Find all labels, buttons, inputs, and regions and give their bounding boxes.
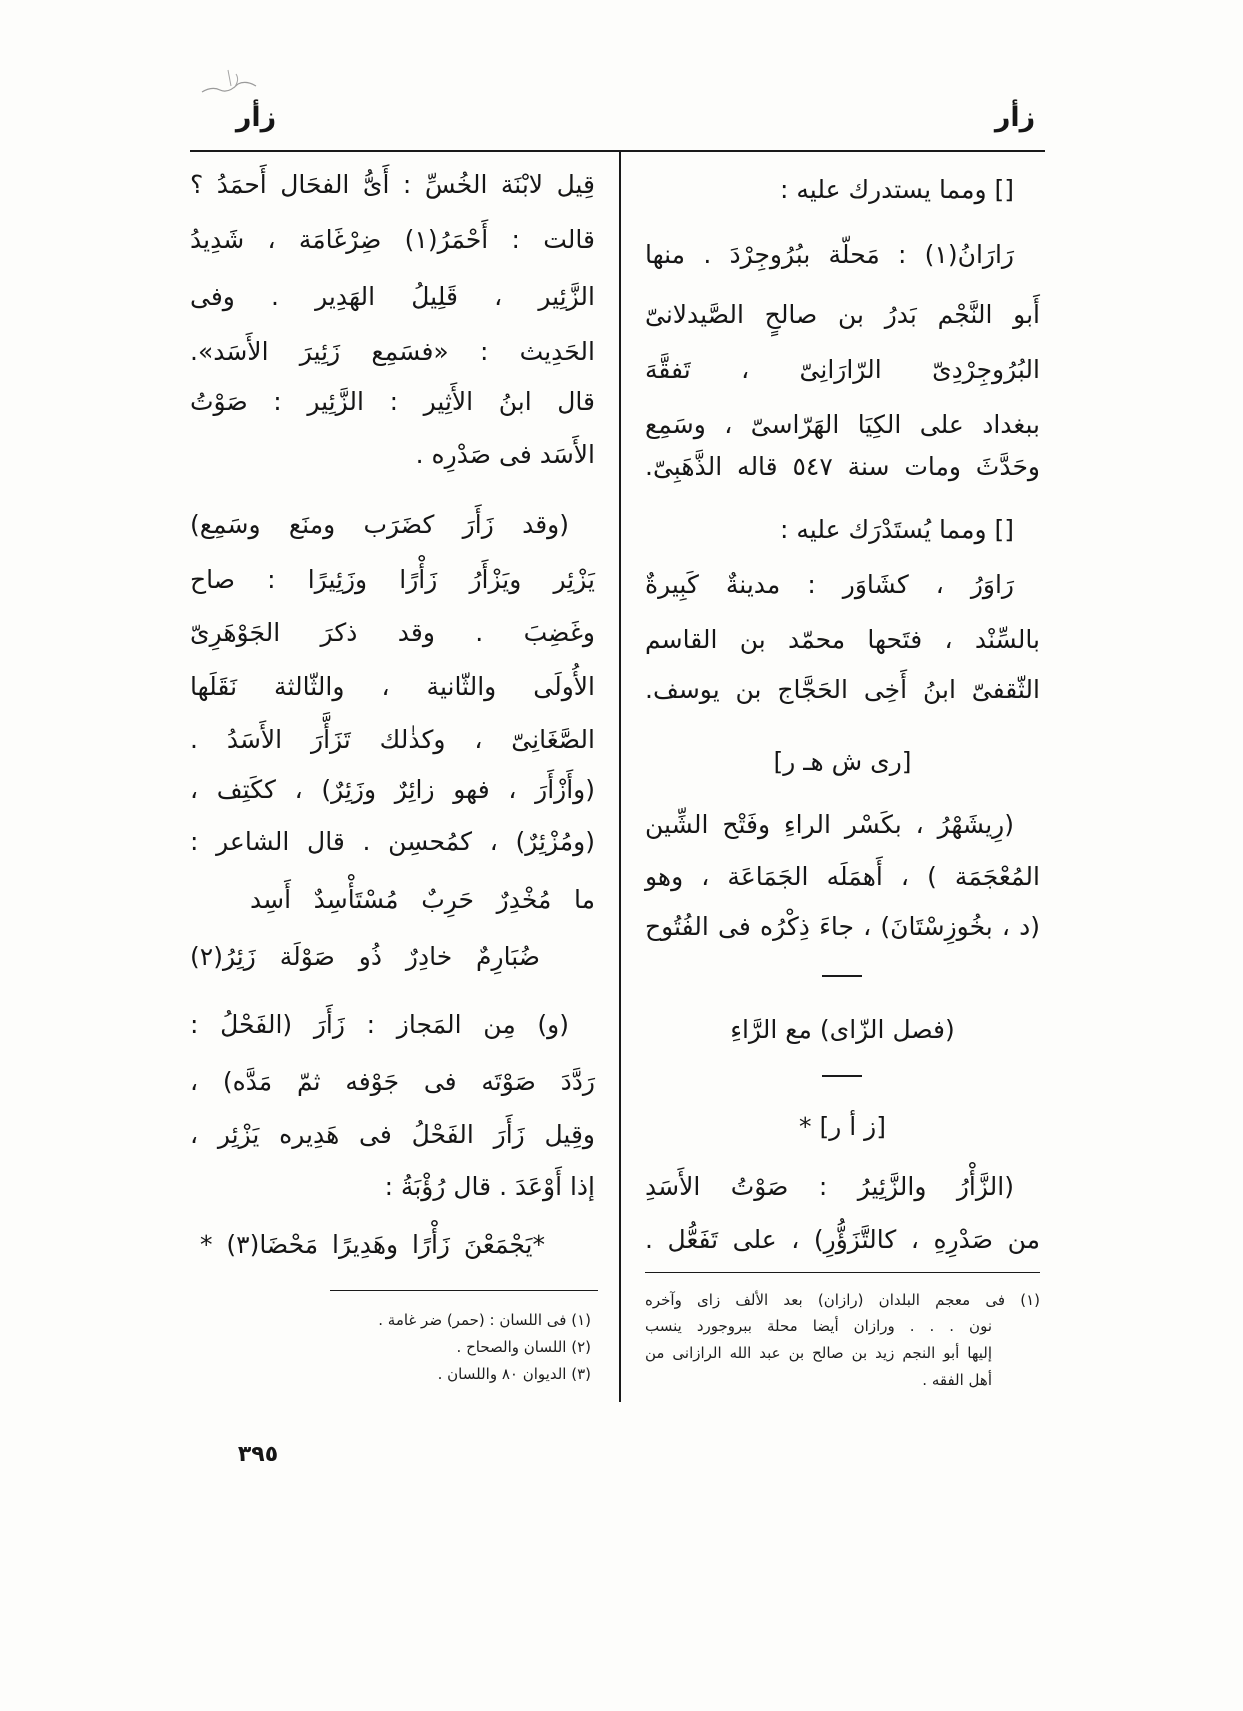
verse-line: *يَجْمَعْنَ زَأْرًا وهَدِيرًا مَحْضَا(٣) * bbox=[200, 1230, 545, 1259]
left-column-line: الأَسَد فى صَدْرِه . bbox=[415, 440, 595, 469]
left-column-line: الأُولَى والثّانية ، والثّالثة نَقَلَها bbox=[190, 672, 595, 701]
section-heading: (فصل الزّاى) مع الرَّاءِ bbox=[730, 1015, 955, 1044]
footnote-line: (٢) اللسان والصحاح . bbox=[456, 1338, 591, 1356]
left-column-line: يَزْئِر ويَزْأَرُ زَأْرًا وزَئِيرًا : صاح bbox=[190, 565, 595, 594]
left-column-line: (وأَزْأَرَ ، فهو زائِرٌ وزَئِرٌ) ، ككَتِف ، bbox=[190, 775, 595, 804]
right-column-line: الثّقفىّ ابنُ أَخِى الحَجَّاج بن يوسف. bbox=[645, 675, 1040, 704]
right-column-line: (رِيشَهْرُ ، بكَسْر الراءِ وفَتْح الشِّين bbox=[645, 810, 1014, 839]
right-column-line: (د ، بخُوزِسْتَانَ) ، جاءَ ذِكْرُه فى الفُتُوح bbox=[645, 912, 1040, 941]
addendum-marker-line: [] ومما يستدرك عليه : bbox=[780, 175, 1014, 204]
right-column-line: رَاوَرُ ، كشَاوَر : مدينةٌ كَبِيرةٌ bbox=[645, 570, 1014, 599]
page-number: ٣٩٥ bbox=[237, 1442, 279, 1467]
left-column-line: وغَضِبَ . وقد ذكرَ الجَوْهَرِىّ bbox=[190, 618, 595, 647]
right-column-line: بالسِّنْد ، فتَحها محمّد بن القاسم bbox=[645, 625, 1040, 654]
header-rule bbox=[190, 150, 1045, 152]
running-header-right: زأر bbox=[994, 102, 1036, 133]
right-column-line: أَبو النَّجْم بَدرُ بن صالحٍ الصَّيدلانىّ bbox=[645, 300, 1040, 329]
left-column-line: إذا أَوْعَدَ . قال رُؤْبَةُ : bbox=[384, 1172, 595, 1201]
running-header-left: زأر bbox=[235, 102, 277, 133]
right-column-line: رَارَانُ(١) : مَحلّة ببُرُوجِرْدَ . منها bbox=[645, 240, 1014, 269]
footnote-rule bbox=[330, 1290, 598, 1291]
left-column-line: الحَدِيث : «فسَمِع زَئِيرَ الأَسَد». bbox=[190, 337, 595, 366]
addendum-marker-line: [] ومما يُستَدْرَك عليه : bbox=[780, 515, 1014, 544]
footnote-line: إليها أبو النجم زيد بن صالح بن عبد الله الرازانى من bbox=[645, 1344, 992, 1362]
root-heading: [ز أ ر] * bbox=[799, 1112, 886, 1141]
footnote-line: نون . . . ورازان أيضا محلة ببروجورد ينسب bbox=[645, 1317, 992, 1335]
footnote-line: (١) فى معجم البلدان (رازان) بعد الألف زاى وآخره bbox=[645, 1291, 1040, 1309]
left-column-line: (ومُزْئِرٌ) ، كمُحسِن . قال الشاعر : bbox=[190, 827, 595, 856]
left-column-line: قالت : أَحْمَرُ(١) ضِرْغَامَة ، شَدِيدُ bbox=[190, 225, 595, 254]
verse-line: ما مُخْدِرٌ حَرِبٌ مُسْتَأْسِدٌ أَسِد bbox=[250, 885, 595, 914]
left-column-line: وقِيل زَأَرَ الفَحْلُ فى هَدِيره يَزْئِر ، bbox=[190, 1120, 595, 1149]
footnote-line: (٣) الديوان ٨٠ واللسان . bbox=[437, 1365, 591, 1383]
left-column-line: الزَّئِير ، قَلِيلُ الهَدِير . وفى bbox=[190, 282, 595, 311]
left-column-line: (وقد زَأَرَ كضَرَب ومنَع وسَمِع) bbox=[190, 510, 569, 539]
right-column-line: من صَدْرِهِ ، كالتَّزَؤُّرِ) ، على تَفَعُّل . bbox=[645, 1225, 1040, 1254]
right-column-line: وحَدَّثَ ومات سنة ٥٤٧ قاله الذَّهَبِىّ. bbox=[645, 452, 1040, 481]
left-column-line: الصَّغَانِىّ ، وكذٰلك تَزَأَّرَ الأَسَدُ . bbox=[190, 725, 595, 754]
footnote-line: (١) فى اللسان : (حمر) ضر غامة . bbox=[378, 1311, 591, 1329]
left-column-line: رَدَّدَ صَوْتَه فى جَوْفه ثمّ مَدَّه) ، bbox=[190, 1067, 595, 1096]
right-column-line: المُعْجَمَة ) ، أَهمَلَه الجَمَاعَة ، وهو bbox=[645, 862, 1040, 891]
left-column-line: قِيل لابْنَة الخُسِّ : أَىُّ الفحَال أَحمَدُ ؟ bbox=[190, 170, 595, 199]
right-column-line: ببغداد على الكِيَا الهَرّاسىّ ، وسَمِع bbox=[645, 410, 1040, 439]
section-divider bbox=[822, 1075, 862, 1077]
verse-line: ضُبَارِمٌ خادِرٌ ذُو صَوْلَة زَئِرُ(٢) bbox=[190, 942, 540, 971]
left-column-line: قال ابنُ الأَثِير : الزَّئِير : صَوْتُ bbox=[190, 387, 595, 416]
root-heading: [رى ش هـ ر] bbox=[773, 747, 912, 776]
footnote-rule bbox=[645, 1272, 1040, 1273]
footnote-line: أهل الفقه . bbox=[922, 1371, 992, 1389]
left-column-line: (و) مِن المَجاز : زَأَرَ (الفَحْلُ : bbox=[190, 1010, 569, 1039]
section-divider bbox=[822, 975, 862, 977]
right-column-line: البُرُوجِرْدِىّ الرّارَانِىّ ، تَفقَّهَ bbox=[645, 355, 1040, 384]
right-column-line: (الزَّأْرُ والزَّئِيرُ : صَوْتُ الأَسَدِ bbox=[645, 1172, 1014, 1201]
column-divider bbox=[619, 152, 621, 1402]
handwritten-mark-icon bbox=[198, 66, 260, 98]
